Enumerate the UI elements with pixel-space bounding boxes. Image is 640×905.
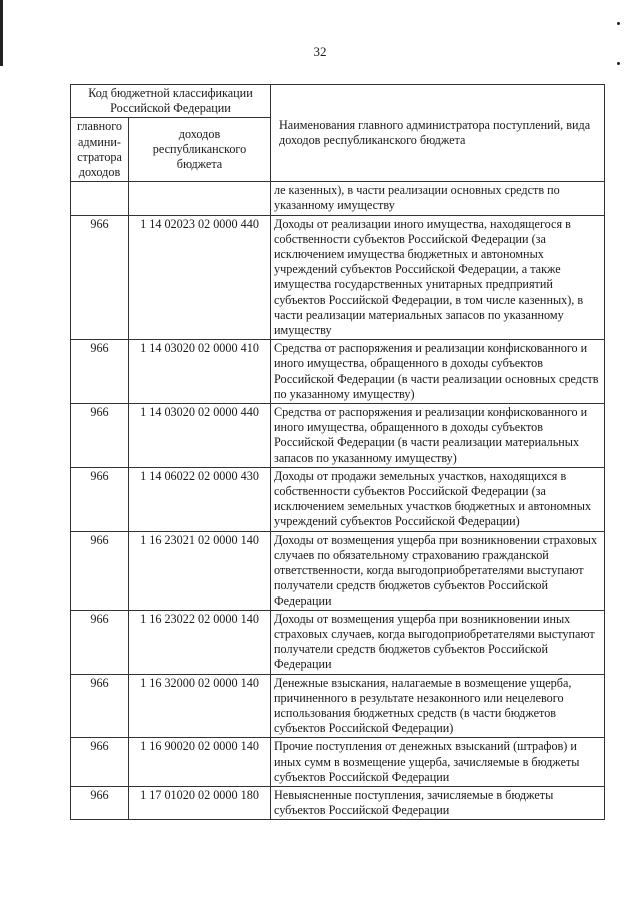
header-name-column: Наименования главного администратора поступлений, вида доходов республиканского бюджета — [271, 85, 605, 182]
budget-code-cell — [129, 182, 271, 215]
admin-code-cell: 966 — [71, 340, 129, 404]
table-row — [71, 340, 605, 404]
budget-code-cell: 1 16 32000 02 0000 140 — [129, 674, 271, 738]
admin-code-cell: 966 — [71, 674, 129, 738]
table-row — [71, 182, 605, 215]
description-cell: Денежные взыскания, налагаемые в возмещение ущерба, причиненного в результате незаконного или нецелевого использования бюджетных средств (в части бюджетов субъектов Российской Федерации) — [271, 674, 605, 738]
budget-code-cell: 1 16 23021 02 0000 140 — [129, 531, 271, 610]
table-row — [71, 674, 605, 738]
description-cell: Доходы от продажи земельных участков, находящихся в собственности субъектов Российской Федерации (за исключением земельных участков бюджетных и автономных учреждений субъектов Российской Федерации) — [271, 467, 605, 531]
admin-code-cell: 966 — [71, 467, 129, 531]
table-row — [71, 404, 605, 468]
budget-code-cell: 1 16 90020 02 0000 140 — [129, 738, 271, 787]
description-cell: Доходы от реализации иного имущества, находящегося в собственности субъектов Российской Федерации (за исключением имущества бюджетных и автономных учреждений субъектов Российской Федерации, а также имущества государственных унитарных предприятий субъектов Российской Федерации, в том числе казенных), в части реализации материальных запасов по указанному имуществу — [271, 215, 605, 340]
admin-code-cell — [71, 182, 129, 215]
description-cell: Прочие поступления от денежных взысканий (штрафов) и иных сумм в возмещение ущерба, зачисляемые в бюджеты субъектов Российской Федерации — [271, 738, 605, 787]
header-code-group: Код бюджетной классификации Российской Федерации — [71, 85, 271, 118]
budget-code-cell: 1 14 06022 02 0000 430 — [129, 467, 271, 531]
description-cell: Доходы от возмещения ущерба при возникновении страховых случаев по обязательному страхованию гражданской ответственности, когда выгодоприобретателями выступают получатели средств бюджетов субъектов Российской Федерации — [271, 531, 605, 610]
admin-code-cell: 966 — [71, 610, 129, 674]
budget-code-cell: 1 14 03020 02 0000 410 — [129, 340, 271, 404]
header-row — [71, 85, 605, 118]
scan-dot-mark — [617, 22, 620, 25]
admin-code-cell: 966 — [71, 215, 129, 340]
description-cell: Средства от распоряжения и реализации конфискованного и иного имущества, обращенного в доходы субъектов Российской Федерации (в части реализации материальных запасов по указанному имуществу) — [271, 404, 605, 468]
table-row — [71, 215, 605, 340]
admin-code-cell: 966 — [71, 738, 129, 787]
budget-code-cell: 1 14 03020 02 0000 440 — [129, 404, 271, 468]
budget-code-cell: 1 14 02023 02 0000 440 — [129, 215, 271, 340]
table-row — [71, 786, 605, 819]
budget-code-cell: 1 17 01020 02 0000 180 — [129, 786, 271, 819]
budget-code-cell: 1 16 23022 02 0000 140 — [129, 610, 271, 674]
description-cell: Средства от распоряжения и реализации конфискованного и иного имущества, обращенного в доходы субъектов Российской Федерации (в части реализации основных средств по указанному имуществу) — [271, 340, 605, 404]
admin-code-cell: 966 — [71, 404, 129, 468]
header-income-column: доходов республиканского бюджета — [129, 118, 271, 182]
admin-code-cell: 966 — [71, 531, 129, 610]
description-cell: Доходы от возмещения ущерба при возникновении иных страховых случаев, когда выгодоприобретателями выступают получатели средств бюджетов субъектов Российской Федерации — [271, 610, 605, 674]
description-cell: ле казенных), в части реализации основных средств по указанному имуществу — [271, 182, 605, 215]
table-row — [71, 610, 605, 674]
header-admin-column: главного админи-стратора доходов — [71, 118, 129, 182]
table-row — [71, 738, 605, 787]
admin-code-cell: 966 — [71, 786, 129, 819]
table-row — [71, 467, 605, 531]
table-row — [71, 531, 605, 610]
scan-dot-mark — [617, 62, 620, 65]
budget-classification-table — [70, 84, 605, 820]
page-number: 32 — [313, 44, 327, 59]
description-cell: Невыясненные поступления, зачисляемые в бюджеты субъектов Российской Федерации — [271, 786, 605, 819]
